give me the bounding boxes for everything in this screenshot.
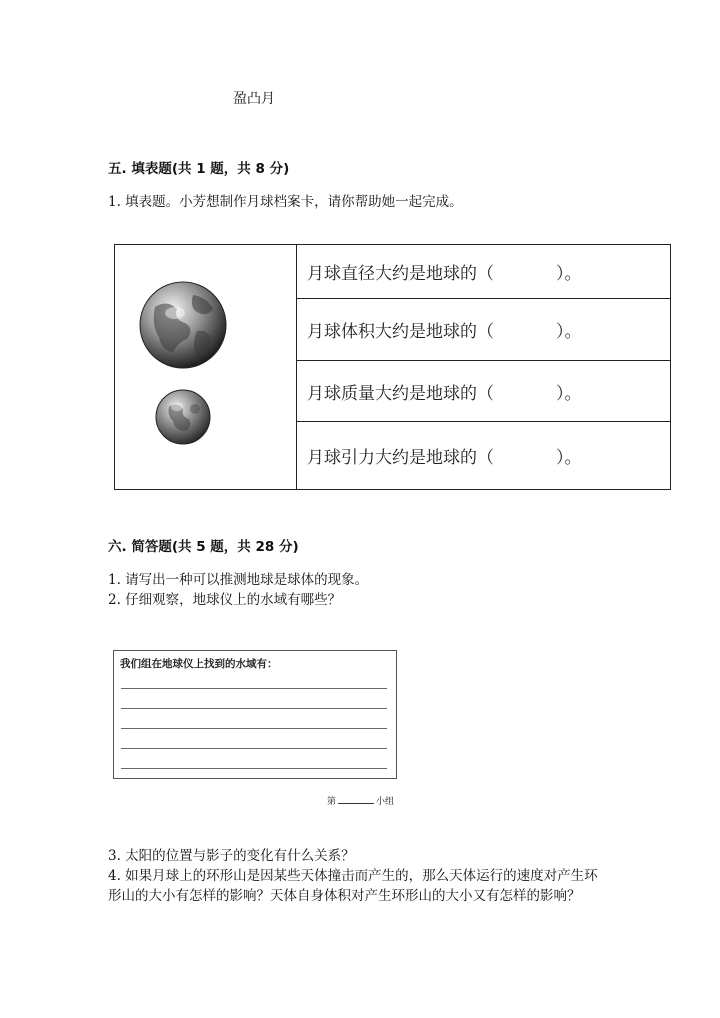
moon-phase-label: 盈凸月 [233,91,275,107]
row-suffix: ）。 [556,448,582,468]
water-bodies-worksheet-card [113,650,397,779]
writing-line[interactable] [121,768,387,769]
writing-line[interactable] [121,688,387,689]
row-suffix: ）。 [556,383,582,404]
question-6-4: 4. 如果月球上的环形山是因某些天体撞击而产生的，那么天体运行的速度对产生环形山的大小有怎样的影响？天体自身体积对产生环形山的大小又有怎样的影响？ [108,868,598,904]
moon-profile-table [114,244,671,490]
moon-globe-icon [156,390,210,444]
question-5-1: 1. 填表题。小芳想制作月球档案卡，请你帮助她一起完成。 [108,194,463,210]
group-prefix: 第 [327,797,337,807]
writing-line[interactable] [121,708,387,709]
section-5-title: 五. 填表题(共 1 题，共 8 分) [108,161,290,177]
question-6-2: 2. 仔细观察，地球仪上的水域有哪些？ [108,592,342,608]
table-row [297,299,670,361]
card-title: 我们组在地球仪上找到的水域有： [120,658,278,670]
section-6-title: 六. 简答题(共 5 题，共 28 分) [108,539,299,555]
writing-line[interactable] [121,748,387,749]
row-suffix: ）。 [556,264,582,284]
moon-earth-illustration [115,245,297,491]
table-row [297,422,670,489]
row-suffix: ）。 [556,322,582,342]
row-prefix: 月球体积大约是地球的（ [307,322,494,342]
group-number-blank[interactable] [338,794,374,804]
group-number-label [327,794,394,807]
row-prefix: 月球直径大约是地球的（ [307,264,494,284]
row-prefix: 月球质量大约是地球的（ [307,383,494,404]
celestial-images-cell [115,245,297,489]
earth-globe-icon [140,282,226,368]
table-row [297,245,670,299]
row-prefix: 月球引力大约是地球的（ [307,448,494,468]
writing-line[interactable] [121,728,387,729]
group-suffix: 小组 [376,797,395,807]
question-6-1: 1. 请写出一种可以推测地球是球体的现象。 [108,572,369,588]
question-6-3: 3. 太阳的位置与影子的变化有什么关系？ [108,848,355,864]
table-row [297,361,670,422]
